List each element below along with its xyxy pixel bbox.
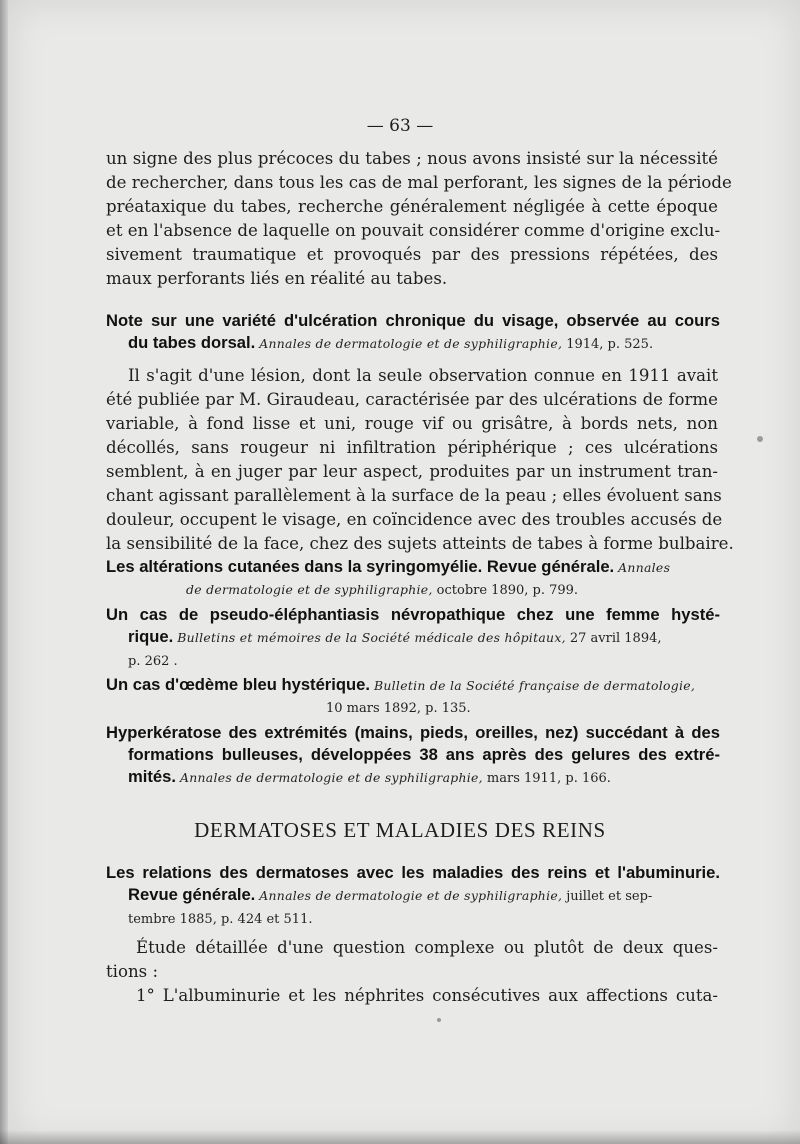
citation-details: 10 mars 1892, p. 135. bbox=[326, 701, 471, 716]
text-line: et en l'absence de laquelle on pouvait considérer comme d'origine exclu- bbox=[106, 221, 721, 240]
closing-paragraph bbox=[106, 936, 718, 1008]
entry-title: du tabes dorsal. bbox=[128, 333, 256, 352]
text-line: chant agissant parallèlement à la surface de la peau ; elles évoluent sans bbox=[106, 486, 722, 505]
citation-journal: Bulletin de la Société française de dermatologie, bbox=[373, 678, 696, 693]
text-line: décollés, sans rougeur ni infiltration périphérique ; ces ulcérations bbox=[106, 438, 718, 457]
citation-details: 1914, p. 525. bbox=[566, 337, 654, 352]
bibliography-entry bbox=[106, 862, 720, 931]
bibliography-entry bbox=[106, 604, 720, 673]
paper-speck bbox=[437, 1018, 441, 1022]
text-line: douleur, occupent le visage, en coïncidence avec des troubles accusés de bbox=[106, 510, 723, 529]
text-line: préataxique du tabes, recherche généralement négligée à cette époque bbox=[106, 197, 718, 216]
body-paragraph bbox=[106, 364, 734, 556]
text-line: maux perforants liés en réalité au tabes. bbox=[106, 269, 448, 288]
entry-title: rique. bbox=[128, 627, 174, 646]
bibliography-entry bbox=[106, 310, 720, 356]
entry-title: Les altérations cutanées dans la syringomyélie. Revue générale. bbox=[106, 557, 615, 576]
citation-details: octobre 1890, p. 799. bbox=[436, 583, 579, 598]
citation-details: tembre 1885, p. 424 et 511. bbox=[128, 912, 313, 927]
text-line: tions : bbox=[106, 962, 159, 981]
entry-title: Hyperkératose des extrémités (mains, pieds, oreilles, nez) succédant à des bbox=[106, 723, 720, 742]
entry-title: Revue générale. bbox=[128, 885, 256, 904]
intro-paragraph bbox=[106, 147, 732, 291]
entry-title: Les relations des dermatoses avec les maladies des reins et l'abuminurie. bbox=[106, 863, 720, 882]
bibliography-entry bbox=[106, 556, 720, 602]
paper-speck bbox=[757, 436, 763, 442]
text-line: Il s'agit d'une lésion, dont la seule observation connue en 1911 avait bbox=[128, 366, 718, 385]
citation-details: 27 avril 1894, bbox=[569, 631, 662, 646]
text-line: un signe des plus précoces du tabes ; nous avons insisté sur la nécessité bbox=[106, 149, 718, 168]
text-line: sivement traumatique et provoqués par des pressions répétées, des bbox=[106, 245, 718, 264]
citation-journal: Bulletins et mémoires de la Société médicale des hôpitaux, bbox=[177, 630, 566, 645]
entry-title: mités. bbox=[128, 767, 176, 786]
text-line: variable, à fond lisse et uni, rouge vif ou grisâtre, à bords nets, non bbox=[106, 414, 718, 433]
page-bottom-shadow bbox=[0, 1130, 800, 1144]
citation-details: mars 1911, p. 166. bbox=[486, 771, 611, 786]
citation-details: juillet et sep- bbox=[566, 889, 653, 904]
entry-title: Un cas d'œdème bleu hystérique. bbox=[106, 675, 370, 694]
text-line: été publiée par M. Giraudeau, caractérisée par des ulcérations de forme bbox=[106, 390, 718, 409]
section-heading: DERMATOSES ET MALADIES DES REINS bbox=[194, 818, 606, 842]
text-line: 1° L'albuminurie et les néphrites consécutives aux affections cuta- bbox=[136, 986, 718, 1005]
text-line: de rechercher, dans tous les cas de mal perforant, les signes de la période bbox=[106, 173, 732, 192]
citation-details: p. 262 . bbox=[128, 654, 178, 669]
text-line: semblent, à en juger par leur aspect, produites par un instrument tran- bbox=[106, 462, 718, 481]
page-edge-shadow bbox=[0, 0, 8, 1144]
entry-title: formations bulleuses, développées 38 ans après des gelures des extré- bbox=[128, 745, 720, 764]
text-line: la sensibilité de la face, chez des sujets atteints de tabes à forme bulbaire. bbox=[106, 534, 734, 553]
entry-title: Un cas de pseudo-éléphantiasis névropathique chez une femme hysté- bbox=[106, 605, 720, 624]
entry-title: Note sur une variété d'ulcération chronique du visage, observée au cours bbox=[106, 311, 720, 330]
page-number: — 63 — bbox=[366, 116, 434, 136]
citation-journal: Annales bbox=[618, 560, 671, 575]
bibliography-entry bbox=[106, 722, 720, 790]
citation-journal: Annales de dermatologie et de syphiligraphie, bbox=[179, 770, 483, 785]
citation-journal: de dermatologie et de syphiligraphie, bbox=[186, 582, 433, 597]
citation-journal: Annales de dermatologie et de syphiligraphie, bbox=[259, 336, 563, 351]
text-line: Étude détaillée d'une question complexe ou plutôt de deux ques- bbox=[136, 938, 718, 957]
citation-journal: Annales de dermatologie et de syphiligraphie, bbox=[259, 888, 563, 903]
bibliography-entry bbox=[106, 674, 720, 720]
